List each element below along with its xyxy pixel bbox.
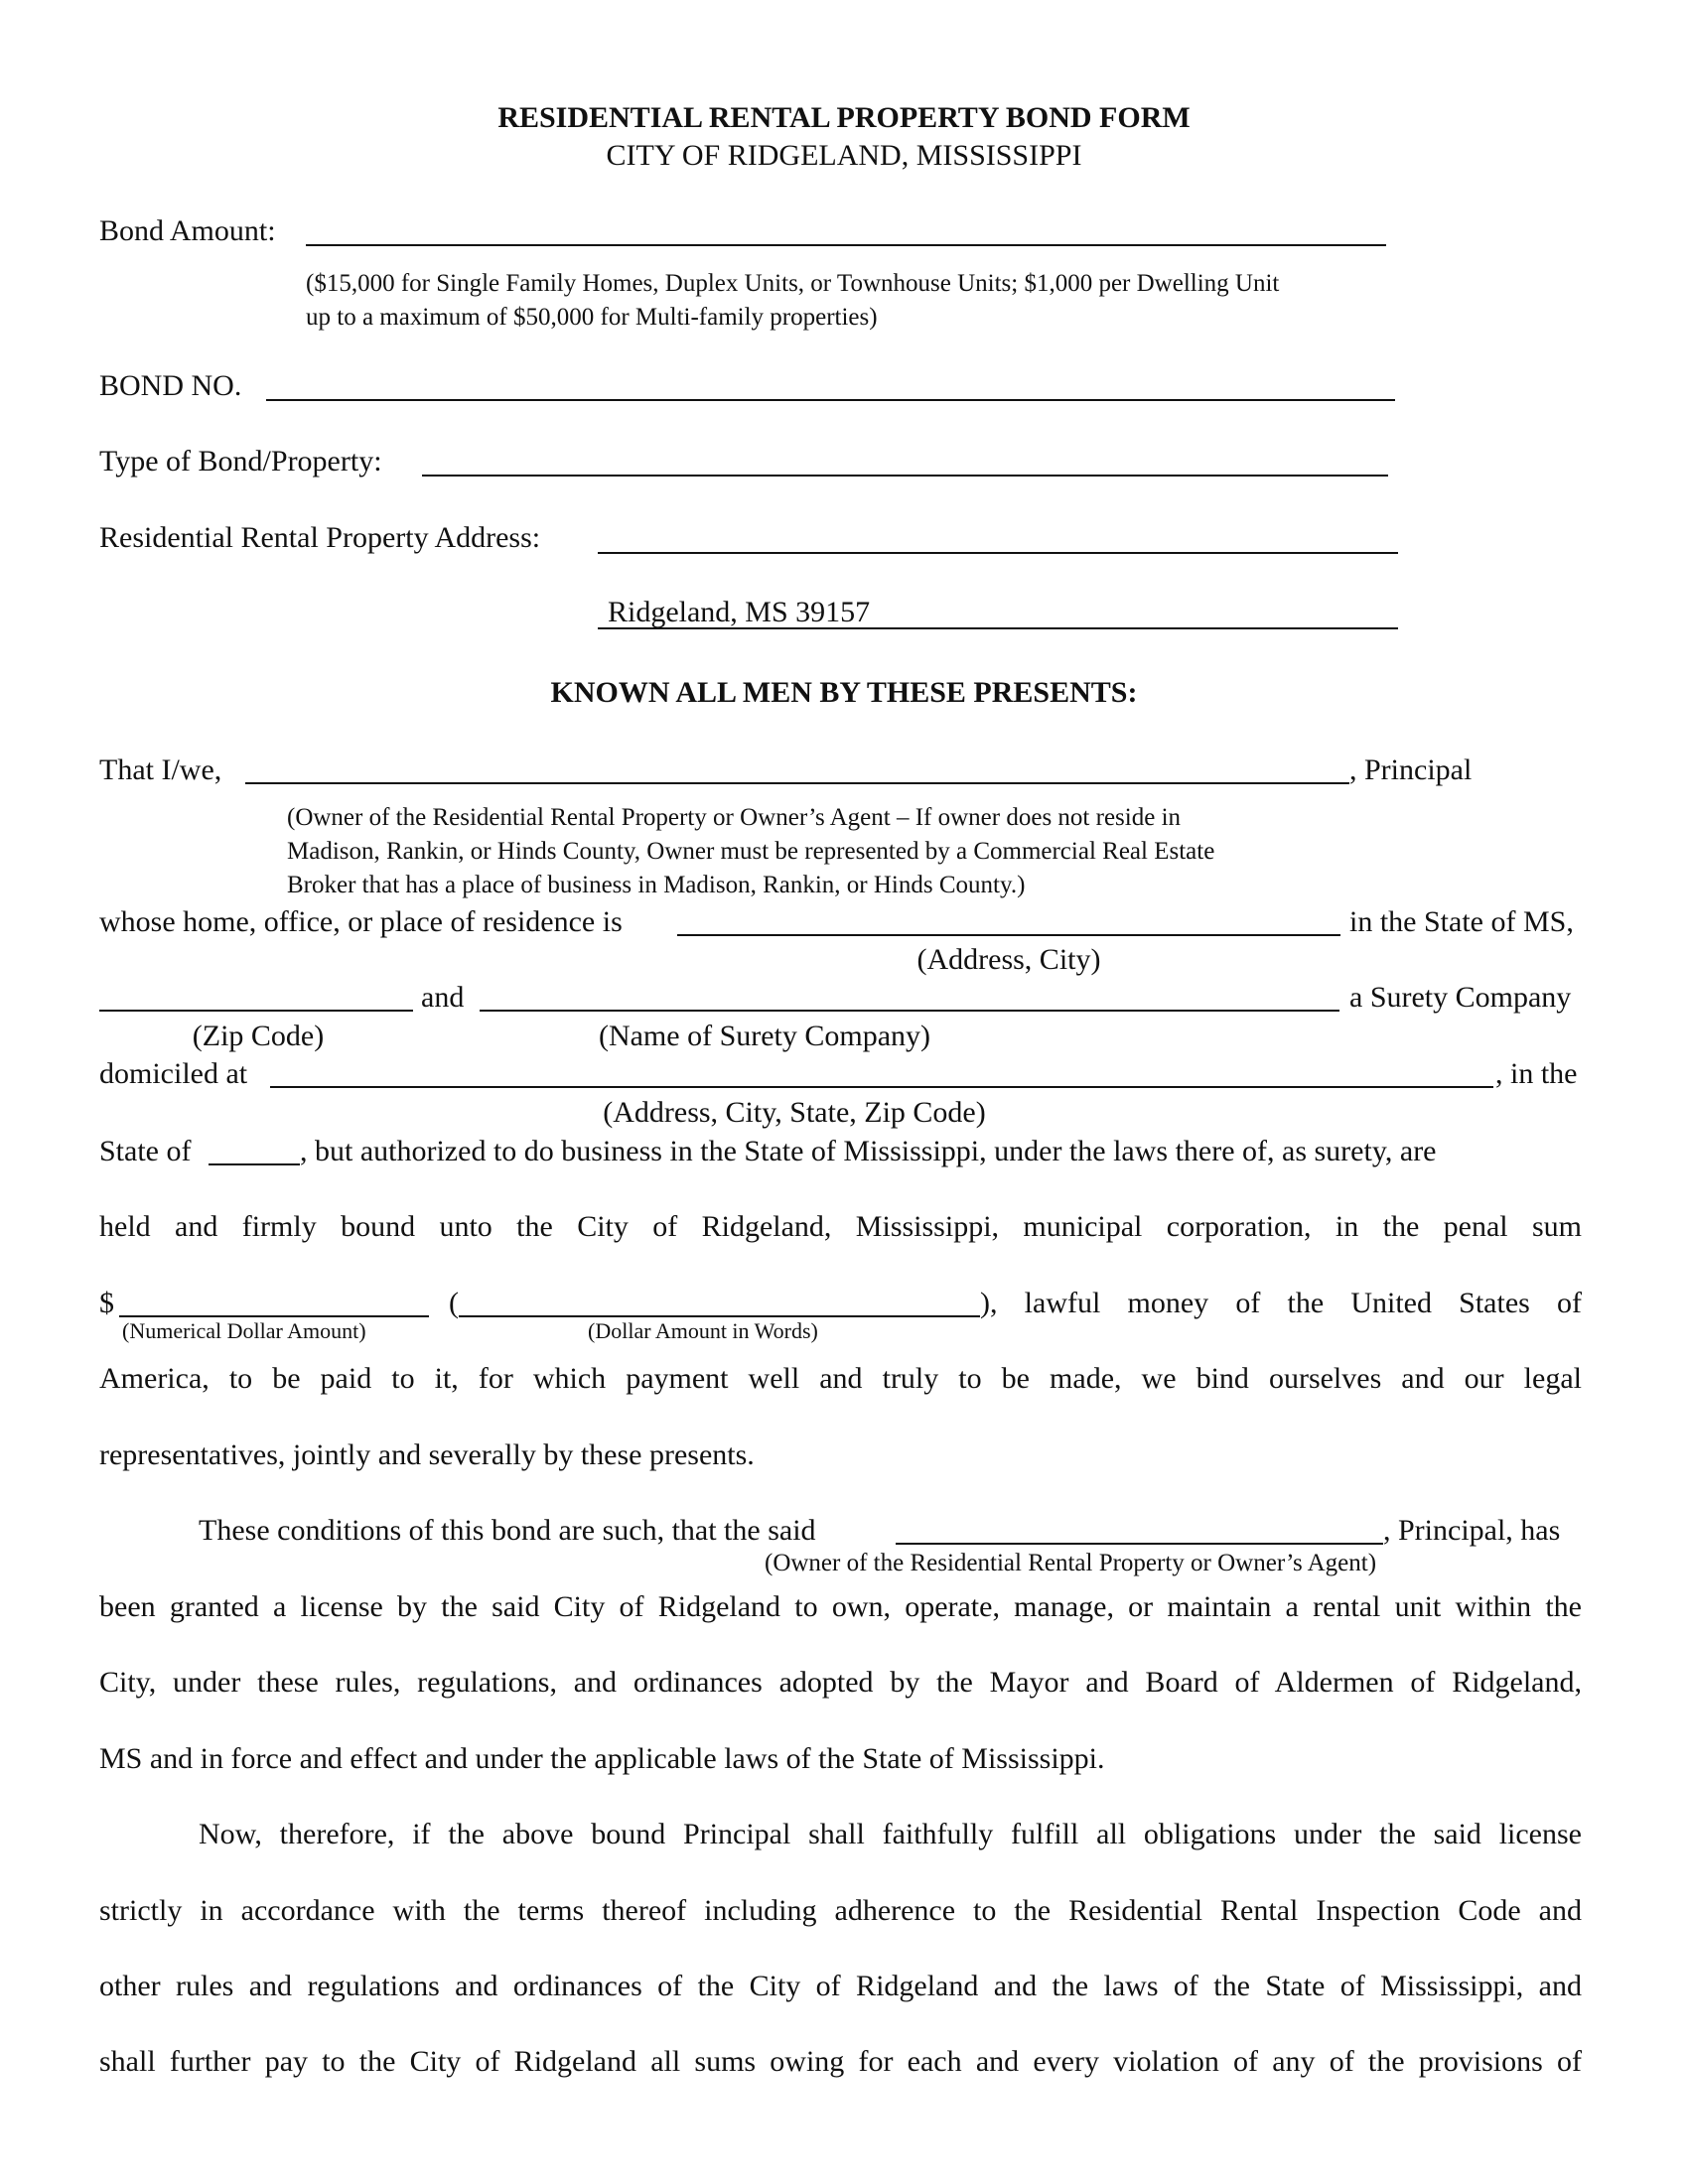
residence-suffix: in the State of MS, (1349, 905, 1574, 938)
principal-note-2: Madison, Rankin, or Hinds County, Owner must be represented by a Commercial Real Estate (287, 838, 1215, 865)
address-city-caption: (Address, City) (916, 943, 1101, 976)
principal-note-1: (Owner of the Residential Rental Property or Owner’s Agent – If owner does not reside in (287, 804, 1182, 831)
amount-in-words-field[interactable] (459, 1315, 980, 1317)
amount-in-words-caption: (Dollar Amount in Words) (588, 1318, 818, 1343)
owner-caption: (Owner of the Residential Rental Property or Owner’s Agent) (765, 1550, 1377, 1576)
surety-company-field[interactable] (480, 1010, 1339, 1012)
bond-amount-label: Bond Amount: (99, 214, 276, 247)
bond-amount-field[interactable] (306, 244, 1386, 246)
surety-company-suffix: a Surety Company (1349, 981, 1572, 1014)
open-paren: ( (449, 1287, 459, 1319)
surety-name-caption: (Name of Surety Company) (598, 1020, 931, 1052)
form-title: RESIDENTIAL RENTAL PROPERTY BOND FORM (497, 101, 1191, 134)
type-of-bond-field[interactable] (422, 475, 1388, 477)
principal-note-3: Broker that has a place of business in Madison, Rankin, or Hinds County.) (287, 872, 1026, 898)
america-line: America, to be paid to it, for which payment well and truly to be made, we bind ourselves and our legal (99, 1362, 1582, 1395)
conditions-line-2: been granted a license by the said City of Ridgeland to own, operate, manage, or maintain a rental unit within the (99, 1590, 1582, 1623)
conditions-owner-field[interactable] (896, 1543, 1383, 1545)
that-iwe-label: That I/we, (99, 753, 222, 786)
bond-amount-note-2: up to a maximum of $50,000 for Multi-family properties) (306, 304, 878, 331)
now-therefore-line-3: other rules and regulations and ordinances of the City of Ridgeland and the laws of the State of Mississippi, and (99, 1970, 1582, 2002)
representatives-line: representatives, jointly and severally by these presents. (99, 1438, 755, 1471)
dollar-sign: $ (99, 1287, 114, 1319)
numerical-amount-field[interactable] (119, 1315, 429, 1317)
property-address-field[interactable] (598, 552, 1398, 554)
state-field[interactable] (209, 1163, 300, 1165)
property-address-city-line (598, 627, 1398, 629)
zip-code-caption: (Zip Code) (192, 1020, 325, 1052)
held-line: held and firmly bound unto the City of Ridgeland, Mississippi, municipal corporation, in the penal sum (99, 1210, 1582, 1243)
residence-label: whose home, office, or place of residence is (99, 905, 623, 938)
type-of-bond-label: Type of Bond/Property: (99, 445, 382, 478)
in-the-label: , in the (1495, 1057, 1578, 1090)
conditions-line-3: City, under these rules, regulations, and ordinances adopted by the Mayor and Board of Aldermen of Ridgeland, (99, 1666, 1582, 1699)
state-of-label: State of (99, 1135, 192, 1167)
now-therefore-line-2: strictly in accordance with the terms thereof including adherence to the Residential Rental Inspection Code and (99, 1894, 1582, 1927)
full-address-caption: (Address, City, State, Zip Code) (603, 1096, 986, 1129)
section-heading: KNOWN ALL MEN BY THESE PRESENTS: (550, 676, 1138, 709)
state-rest-text: , but authorized to do business in the State of Mississippi, under the laws there of, as surety, are (300, 1135, 1437, 1167)
now-therefore-line-1: Now, therefore, if the above bound Principal shall faithfully fulfill all obligations under the said license (199, 1818, 1582, 1850)
principal-suffix: , Principal (1349, 753, 1473, 786)
domiciled-at-label: domiciled at (99, 1057, 248, 1090)
bond-no-label: BOND NO. (99, 369, 242, 402)
conditions-line-1-suffix: , Principal, has (1383, 1514, 1561, 1547)
bond-amount-note-1: ($15,000 for Single Family Homes, Duplex Units, or Townhouse Units; $1,000 per Dwelling Unit (306, 270, 1280, 297)
bond-no-field[interactable] (266, 399, 1395, 401)
conditions-line-1-prefix: These conditions of this bond are such, that the said (199, 1514, 816, 1547)
numerical-amount-caption: (Numerical Dollar Amount) (122, 1318, 366, 1343)
principal-name-field[interactable] (245, 782, 1349, 784)
zip-code-field[interactable] (99, 1010, 413, 1012)
form-subtitle: CITY OF RIDGELAND, MISSISSIPPI (606, 139, 1082, 172)
and-label: and (421, 981, 465, 1014)
domicile-address-field[interactable] (270, 1086, 1493, 1088)
property-address-label: Residential Rental Property Address: (99, 521, 541, 554)
residence-address-field[interactable] (677, 934, 1340, 936)
conditions-line-4: MS and in force and effect and under the applicable laws of the State of Mississippi. (99, 1742, 1105, 1775)
property-address-city: Ridgeland, MS 39157 (608, 596, 871, 628)
lawful-money-text: ), lawful money of the United States of (980, 1287, 1582, 1319)
now-therefore-line-4: shall further pay to the City of Ridgeland all sums owing for each and every violation of any of the provisions of (99, 2045, 1582, 2078)
